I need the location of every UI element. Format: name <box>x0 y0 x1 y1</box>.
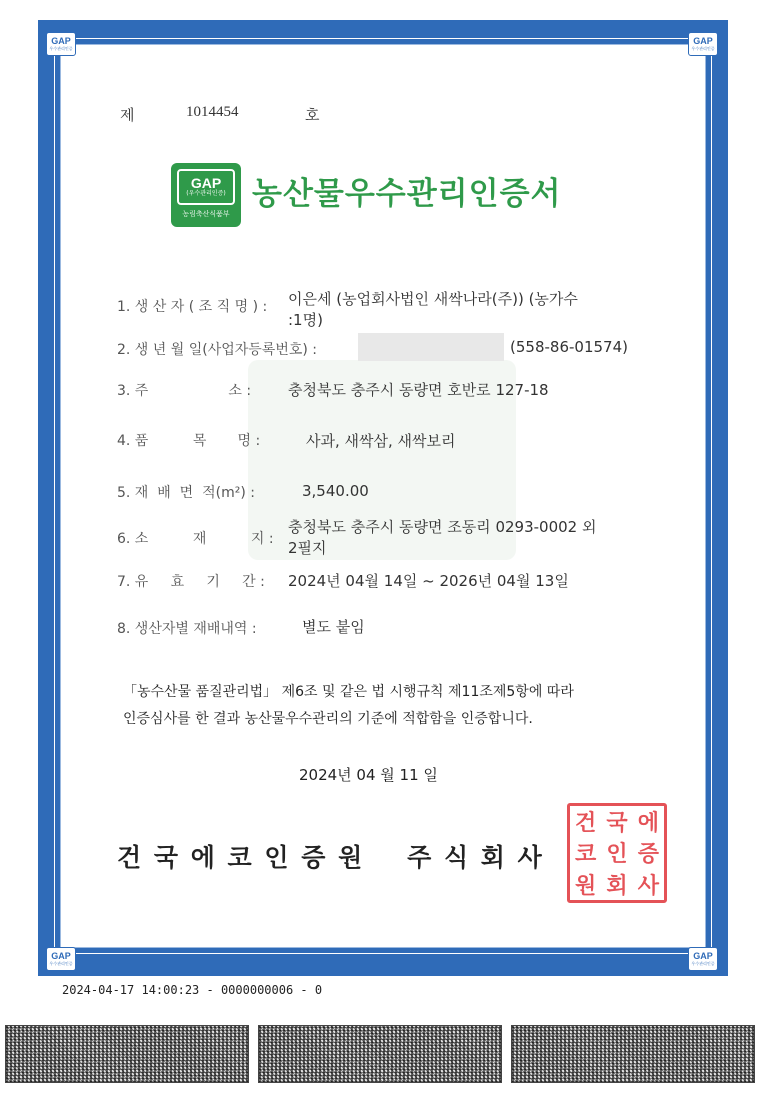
certificate-title: 농산물우수관리인증서 <box>252 176 562 212</box>
corner-badge-text: GAP <box>693 951 713 961</box>
field-value-location: 충청북도 충주시 동량면 조동리 0293-0002 외 2필지 <box>288 518 597 557</box>
issuer-name: 건 국 에 코 인 증 원 주 식 회 사 <box>117 843 544 872</box>
gap-logo-text: GAP <box>190 175 222 191</box>
cert-number: 1014454 <box>186 104 239 120</box>
ministry-name: 농림축산식품부 <box>182 210 230 218</box>
gap-corner-badge-bottom-right <box>688 947 718 971</box>
corner-badge-sub: 우수관리인증 <box>691 961 715 966</box>
2d-barcode <box>5 1025 249 1083</box>
gap-corner-badge-top-left <box>46 32 76 56</box>
field-label-area: 5. 재 배 면 적(m²) : <box>117 485 255 501</box>
cert-number-suffix: 호 <box>305 108 320 124</box>
2d-barcode <box>511 1025 755 1083</box>
field-value-area: 3,540.00 <box>302 482 369 500</box>
corner-badge-sub: 우수관리인증 <box>49 961 73 966</box>
cert-number-prefix: 제 <box>120 108 135 124</box>
field-label-location: 6. 소 재 지 : <box>117 531 274 547</box>
official-seal: 건 국 에 코 인 증 원 회 사 <box>567 803 667 903</box>
corner-badge-text: GAP <box>51 951 71 961</box>
field-label-items: 4. 품 목 명 : <box>117 433 261 449</box>
gap-logo <box>171 163 241 227</box>
field-label-cultivation: 8. 생산자별 재배내역 : <box>117 621 257 637</box>
corner-badge-text: GAP <box>693 36 713 46</box>
field-value-cultivation: 별도 붙임 <box>302 618 365 636</box>
corner-badge-sub: 우수관리인증 <box>49 46 73 51</box>
issue-date: 2024년 04 월 11 일 <box>299 766 438 784</box>
print-timestamp: 2024-04-17 14:00:23 - 0000000006 - 0 <box>62 983 323 997</box>
2d-barcode <box>258 1025 502 1083</box>
statement-line-1: 「농수산물 품질관리법」 제6조 및 같은 법 시행규칙 제11조제5항에 따라 <box>123 684 574 700</box>
field-value-producer: 이은세 (농업회사법인 새싹나라(주)) (농가수 :1명) <box>288 290 578 329</box>
corner-badge-text: GAP <box>51 36 71 46</box>
statement-line-2: 인증심사를 한 결과 농산물우수관리의 기준에 적합함을 인증합니다. <box>123 711 533 727</box>
field-value-items: 사과, 새싹삼, 새싹보리 <box>306 432 456 450</box>
field-label-validity: 7. 유 효 기 간 : <box>117 574 265 590</box>
redacted-area <box>358 333 504 361</box>
field-value-business-number: (558-86-01574) <box>510 338 628 356</box>
field-label-producer: 1. 생 산 자 ( 조 직 명 ) : <box>117 299 268 315</box>
field-value-validity: 2024년 04월 14일 ~ 2026년 04월 13일 <box>288 572 569 590</box>
field-label-address: 3. 주 소 : <box>117 383 252 399</box>
corner-badge-sub: 우수관리인증 <box>691 46 715 51</box>
gap-corner-badge-bottom-left <box>46 947 76 971</box>
gap-corner-badge-top-right <box>688 32 718 56</box>
field-value-address: 충청북도 충주시 동량면 호반로 127-18 <box>288 381 549 399</box>
gap-logo-sub: (우수관리인증) <box>186 190 226 197</box>
field-label-birthdate: 2. 생 년 월 일(사업자등록번호) : <box>117 342 318 358</box>
